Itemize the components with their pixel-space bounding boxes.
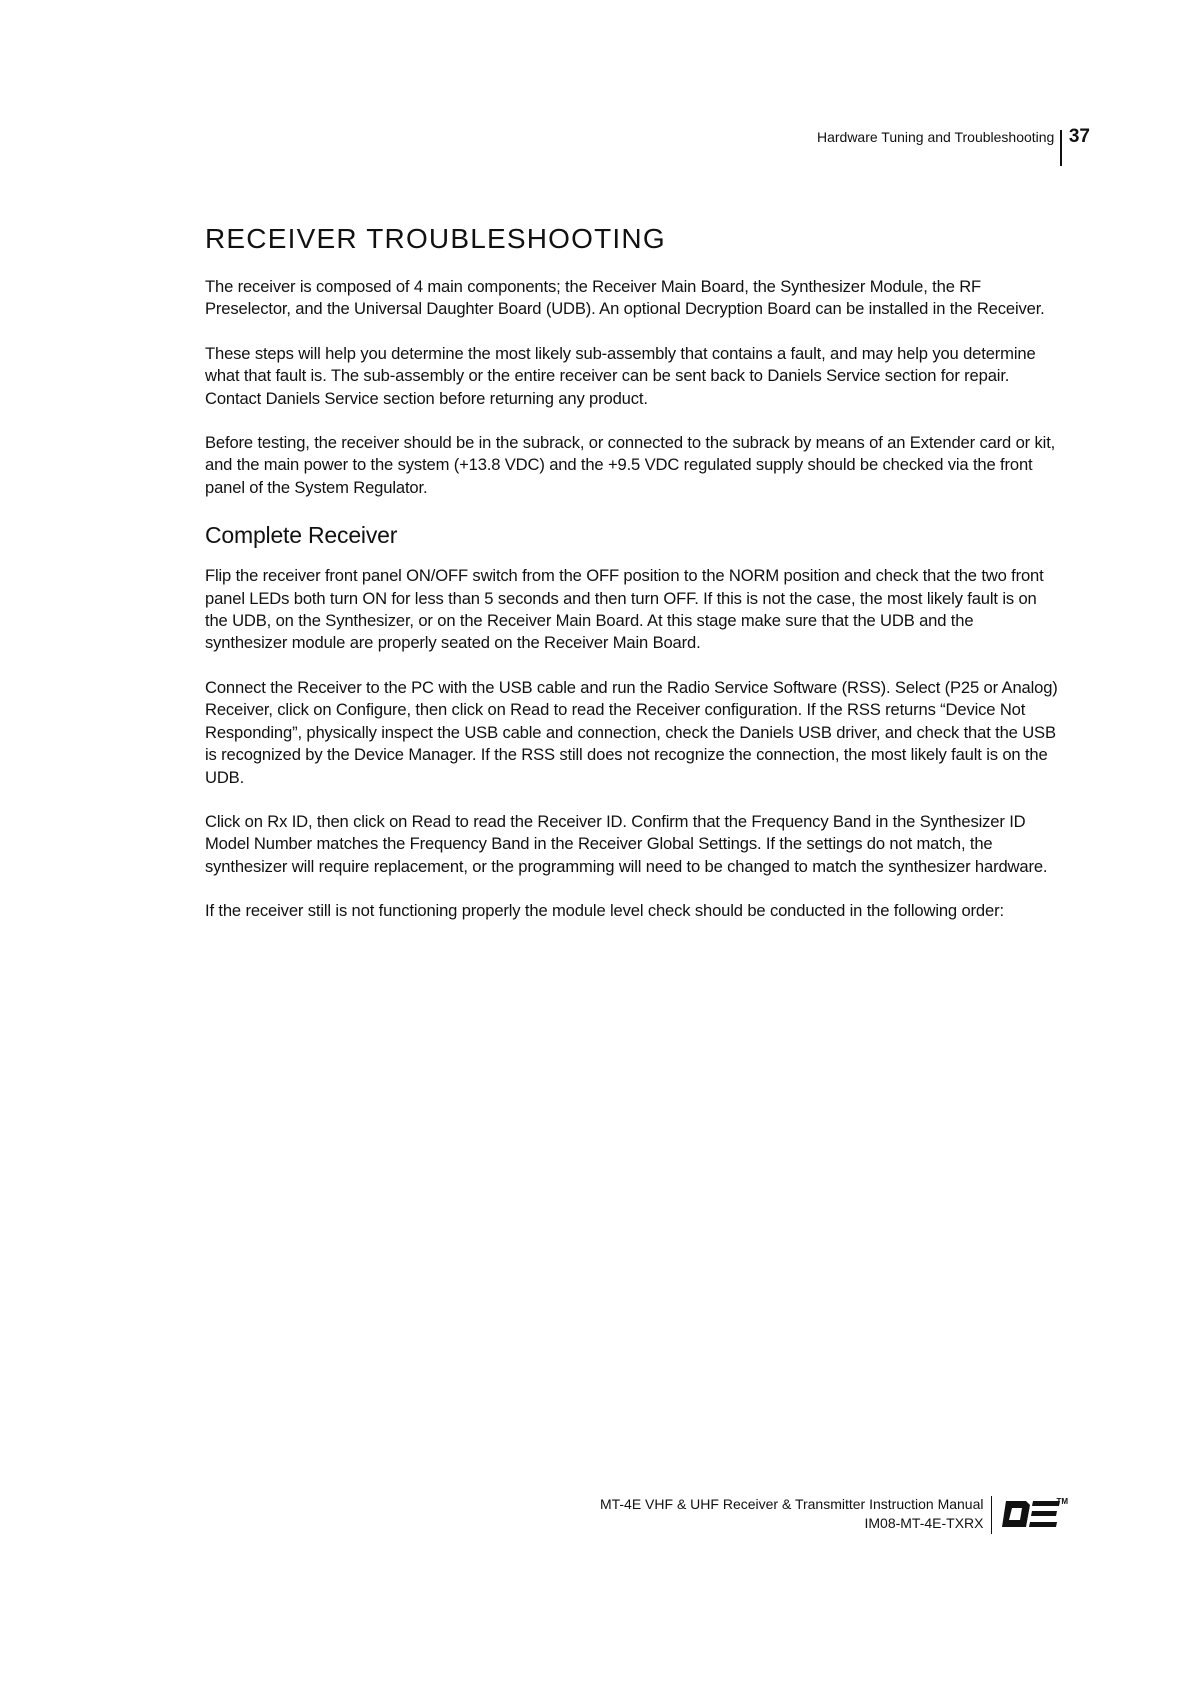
daniels-logo-icon xyxy=(1000,1499,1068,1531)
footer-divider xyxy=(991,1496,993,1534)
paragraph: The receiver is composed of 4 main components; the Receiver Main Board, the Synthesizer Module, the RF Preselector, and the Universal Daughter Board (UDB). An optional Decryption Board can be installed in the Receiver. xyxy=(205,277,1045,319)
trademark-mark: TM xyxy=(1056,1497,1068,1506)
paragraph: Before testing, the receiver should be in the subrack, or connected to the subrack by means of an Extender card or kit, and the main power to the system (+13.8 VDC) and the +9.5 VDC regulated supply should be checked via the front panel of the System Regulator. xyxy=(205,433,1056,497)
paragraph: Connect the Receiver to the PC with the USB cable and run the Radio Service Software (RSS). Select (P25 or Analog) Receiver, click on Configure, then click on Read to read the Receiver configuration. If the RSS returns “Device Not Responding”, physically inspect the USB cable and connection, check the Daniels USB driver, and check that the USB is recognized by the Device Manager. If the RSS still does not recognize the connection, the most likely fault is on the UDB. xyxy=(205,677,1058,787)
paragraph: Flip the receiver front panel ON/OFF switch from the OFF position to the NORM position and check that the two front panel LEDs both turn ON for less than 5 seconds and then turn OFF. If this is not the case, the most likely fault is on the UDB, on the Synthesizer, or on the Receiver Main Board. At this stage make sure that the UDB and the synthesizer module are properly seated on the Receiver Main Board. xyxy=(205,566,1044,653)
page-number: 37 xyxy=(1068,126,1090,147)
footer-text xyxy=(600,1495,991,1533)
page-footer xyxy=(600,1495,1068,1534)
main-content xyxy=(205,222,1060,945)
paragraph: These steps will help you determine the most likely sub-assembly that contains a fault, and may help you determine what that fault is. The sub-assembly or the entire receiver can be sent back to Daniels Service section for repair. Contact Daniels Service section before returning any product. xyxy=(205,343,1036,408)
document-number: IM08-MT-4E-TXRX xyxy=(864,1515,984,1531)
manual-title: MT-4E VHF & UHF Receiver & Transmitter Instruction Manual xyxy=(599,1496,984,1512)
paragraph: Click on Rx ID, then click on Read to read the Receiver ID. Confirm that the Frequency Band in the Synthesizer ID Model Number matches the Frequency Band in the Receiver Global Settings. If the settings do not match, the synthesizer will require replacement, or the programming will need to be changed to match the synthesizer hardware. xyxy=(205,811,1048,876)
logo-graphic xyxy=(1000,1499,1062,1529)
subsection-title: Complete Receiver xyxy=(205,522,398,549)
running-header xyxy=(817,126,1090,166)
section-title: RECEIVER TROUBLESHOOTING xyxy=(205,223,666,254)
paragraph: If the receiver still is not functioning properly the module level check should be conducted in the following order: xyxy=(205,901,1004,921)
running-header-title: Hardware Tuning and Troubleshooting xyxy=(816,129,1055,145)
